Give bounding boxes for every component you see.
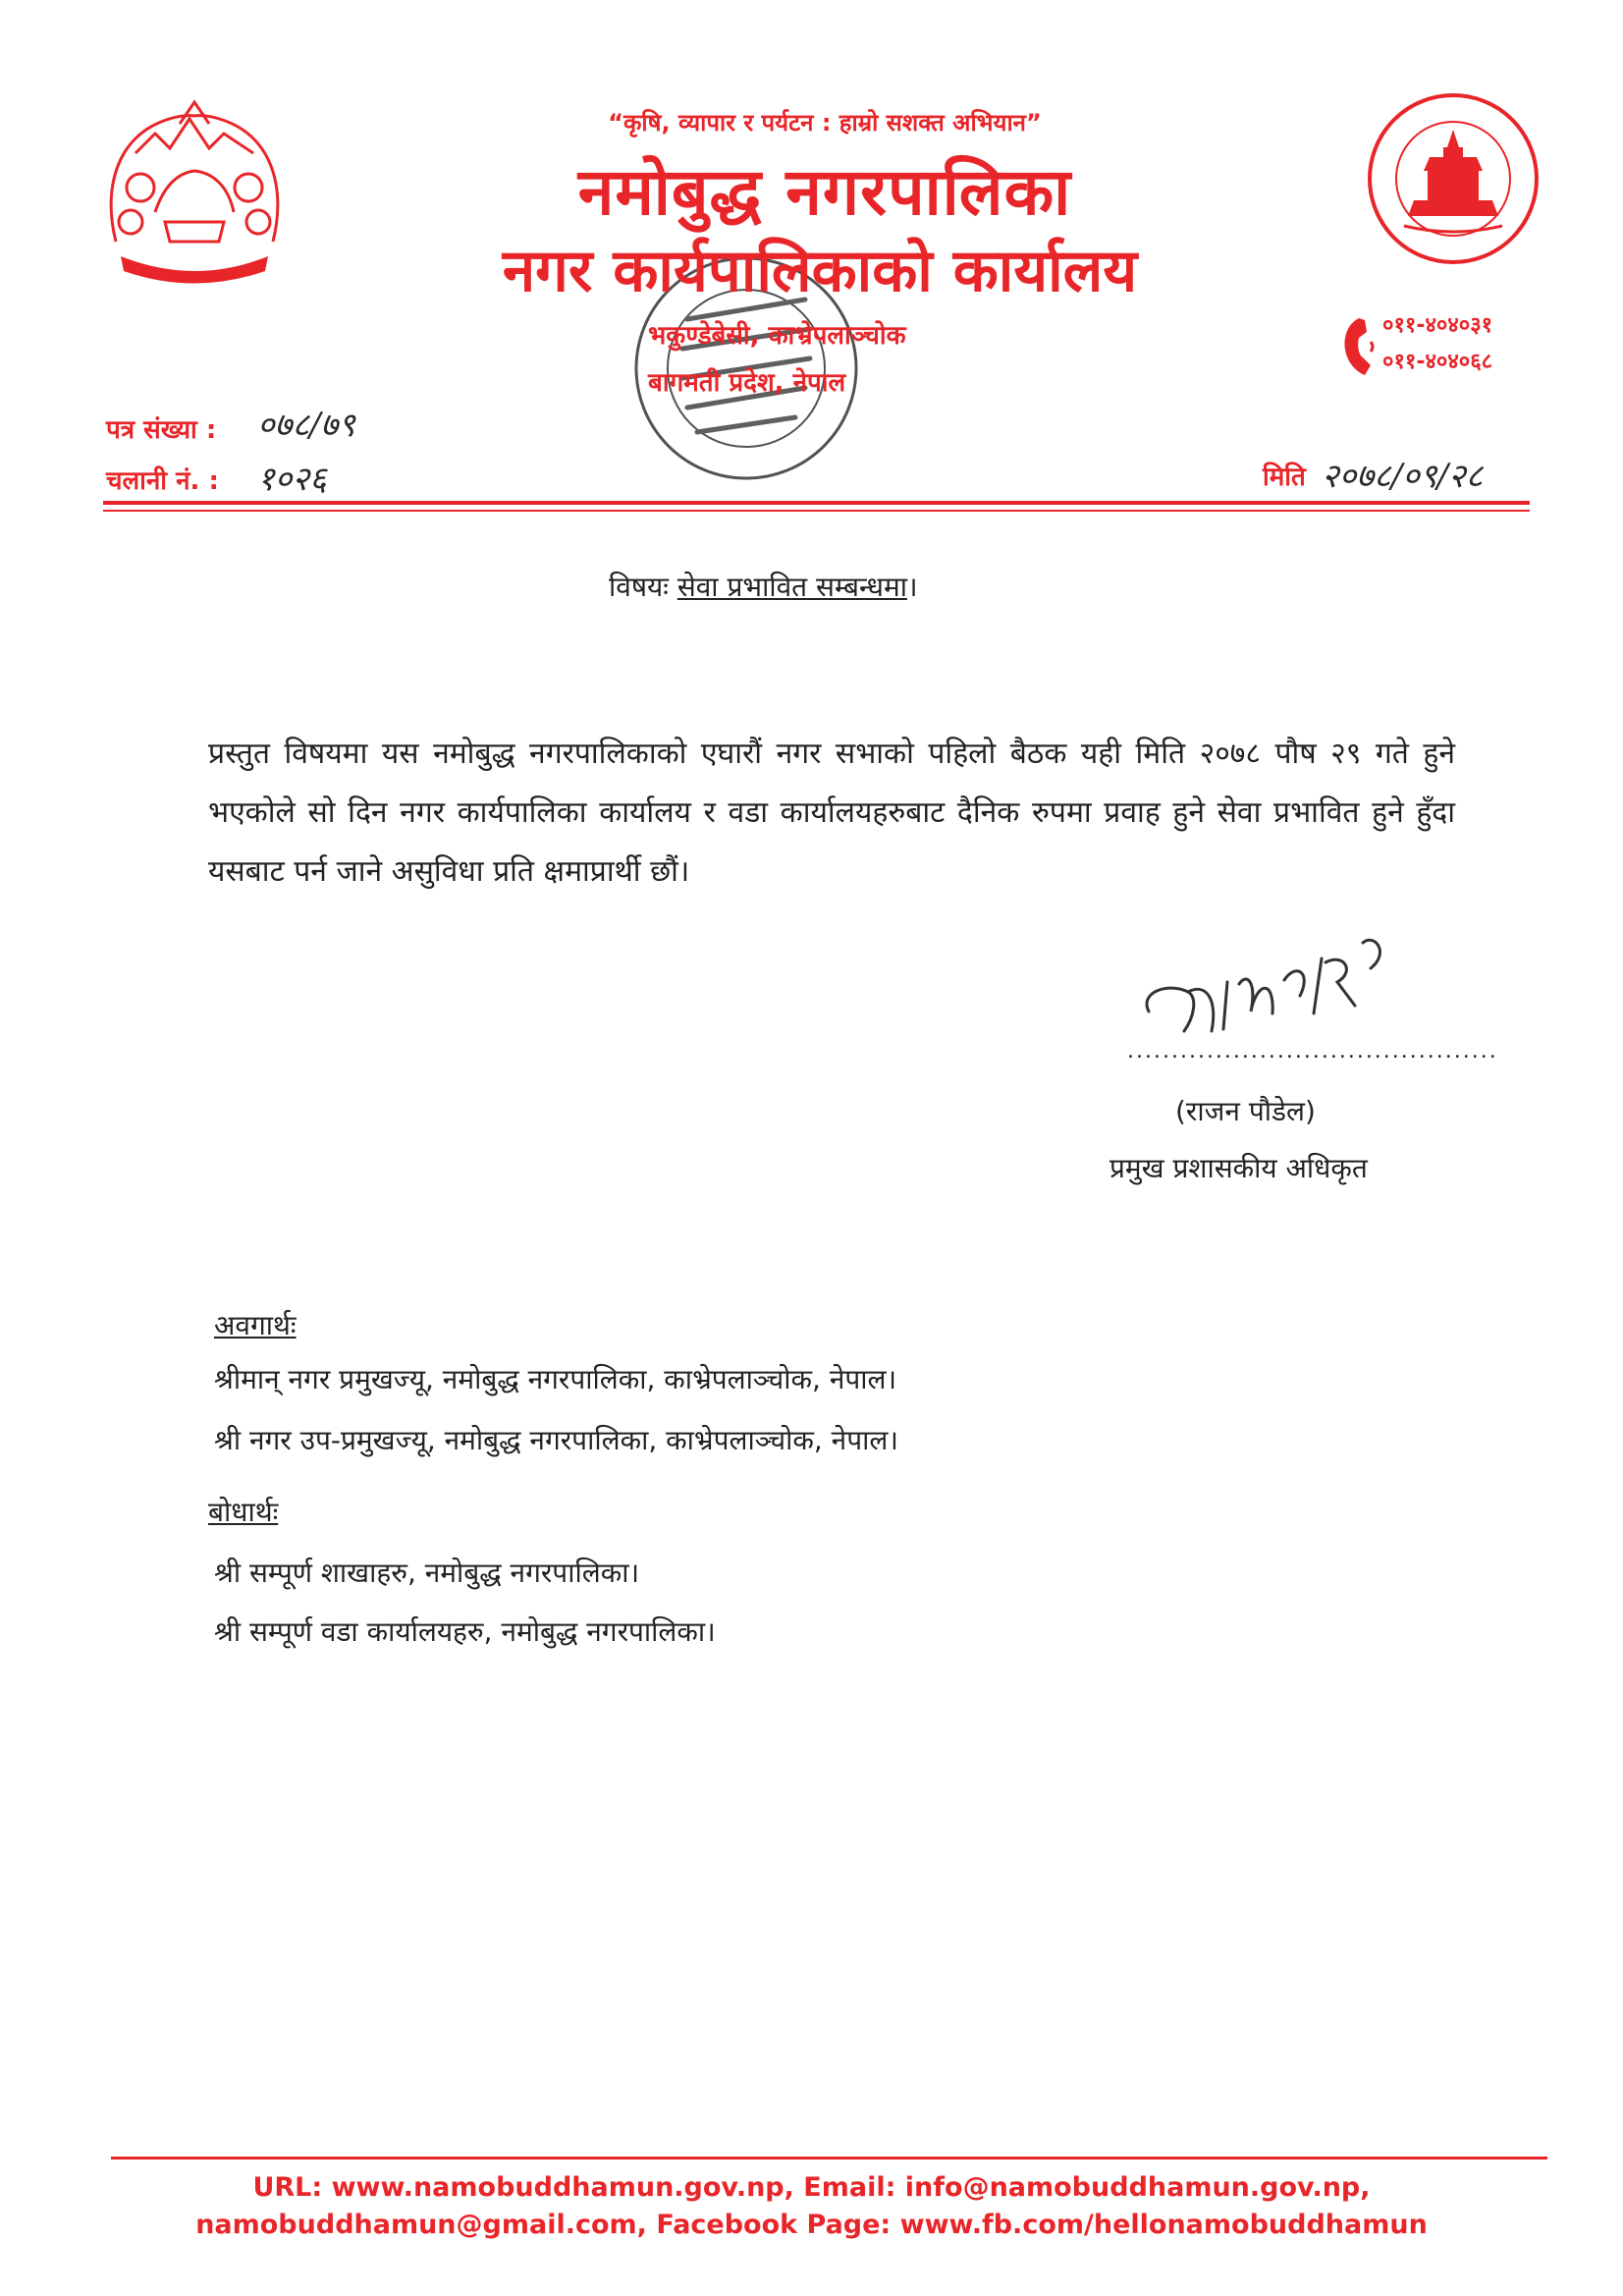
subject-line: [609, 568, 918, 605]
footer-divider: [111, 2157, 1547, 2159]
signatory-name: (राजन पौडेल): [1175, 1095, 1316, 1127]
for-information-heading: अवगार्थः: [214, 1309, 297, 1341]
letter-number-value: ०७८/७९: [257, 406, 355, 445]
footer-contact-line-2: namobuddhamun@gmail.com, Facebook Page: www.fb.com/hellonamobuddhamun: [195, 2210, 1428, 2240]
address-line-1: भकुण्डेबेसी, काभ्रेपलाञ्चोक: [648, 321, 906, 351]
office-name: नगर कार्यपालिकाको कार्यालय: [502, 237, 1138, 305]
municipality-name: नमोबुद्ध नगरपालिका: [577, 154, 1072, 230]
dispatch-number-label: चलानी नं. :: [106, 466, 219, 496]
list-item: श्री सम्पूर्ण वडा कार्यालयहरु, नमोबुद्ध नगरपालिका।: [214, 1615, 716, 1648]
address-line-2: बागमती प्रदेश, नेपाल: [648, 368, 846, 398]
footer-contact-line-1: URL: www.namobuddhamun.gov.np, Email: info@namobuddhamun.gov.np,: [252, 2172, 1371, 2203]
header-divider-thin: [103, 510, 1530, 512]
signatory-designation: प्रमुख प्रशासकीय अधिकृत: [1109, 1152, 1368, 1184]
subject-label: विषयः: [609, 571, 669, 603]
dispatch-number-value: १०२६: [257, 460, 327, 499]
list-item: श्री नगर उप-प्रमुखज्यू, नमोबुद्ध नगरपालिका, काभ्रेपलाञ्चोक, नेपाल।: [214, 1424, 898, 1456]
nepal-emblem-icon: [96, 94, 293, 291]
phone-icon: [1337, 312, 1377, 381]
for-notice-heading: बोधार्थः: [208, 1496, 279, 1528]
signature-line: ..........................................: [1127, 1039, 1498, 1064]
municipality-seal-icon: [1365, 90, 1542, 267]
phone-number-2: ०११-४०४०६८: [1382, 350, 1493, 374]
motto: “कृषि, व्यापार र पर्यटन : हाम्रो सशक्त अभियान”: [608, 109, 1042, 137]
header-divider: [103, 501, 1530, 505]
subject-end: ।: [907, 571, 918, 603]
letter-body: प्रस्तुत विषयमा यस नमोबुद्ध नगरपालिकाको एघारौं नगर सभाको पहिलो बैठक यही मिति २०७८ पौष २९ गते हुने भएकोले सो दिन नगर कार्यपालिका कार्यालय र वडा कार्यालयहरुबाट दैनिक रुपमा प्रवाह हुने सेवा प्रभावित हुने हुँदा यसबाट पर्न जाने असुविधा प्रति क्षमाप्रार्थी छौं।: [208, 737, 1455, 889]
letter-number-label: पत्र संख्या :: [106, 415, 217, 445]
list-item: श्रीमान् नगर प्रमुखज्यू, नमोबुद्ध नगरपालिका, काभ्रेपलाञ्चोक, नेपाल।: [214, 1363, 897, 1395]
date-label: मिति: [1263, 463, 1306, 492]
date-value: २०७८/०९/२८: [1322, 457, 1484, 496]
list-item: श्री सम्पूर्ण शाखाहरु, नमोबुद्ध नगरपालिका।: [214, 1557, 640, 1589]
subject-text: सेवा प्रभावित सम्बन्धमा: [676, 571, 907, 603]
phone-number-1: ०११-४०४०३१: [1382, 313, 1493, 338]
